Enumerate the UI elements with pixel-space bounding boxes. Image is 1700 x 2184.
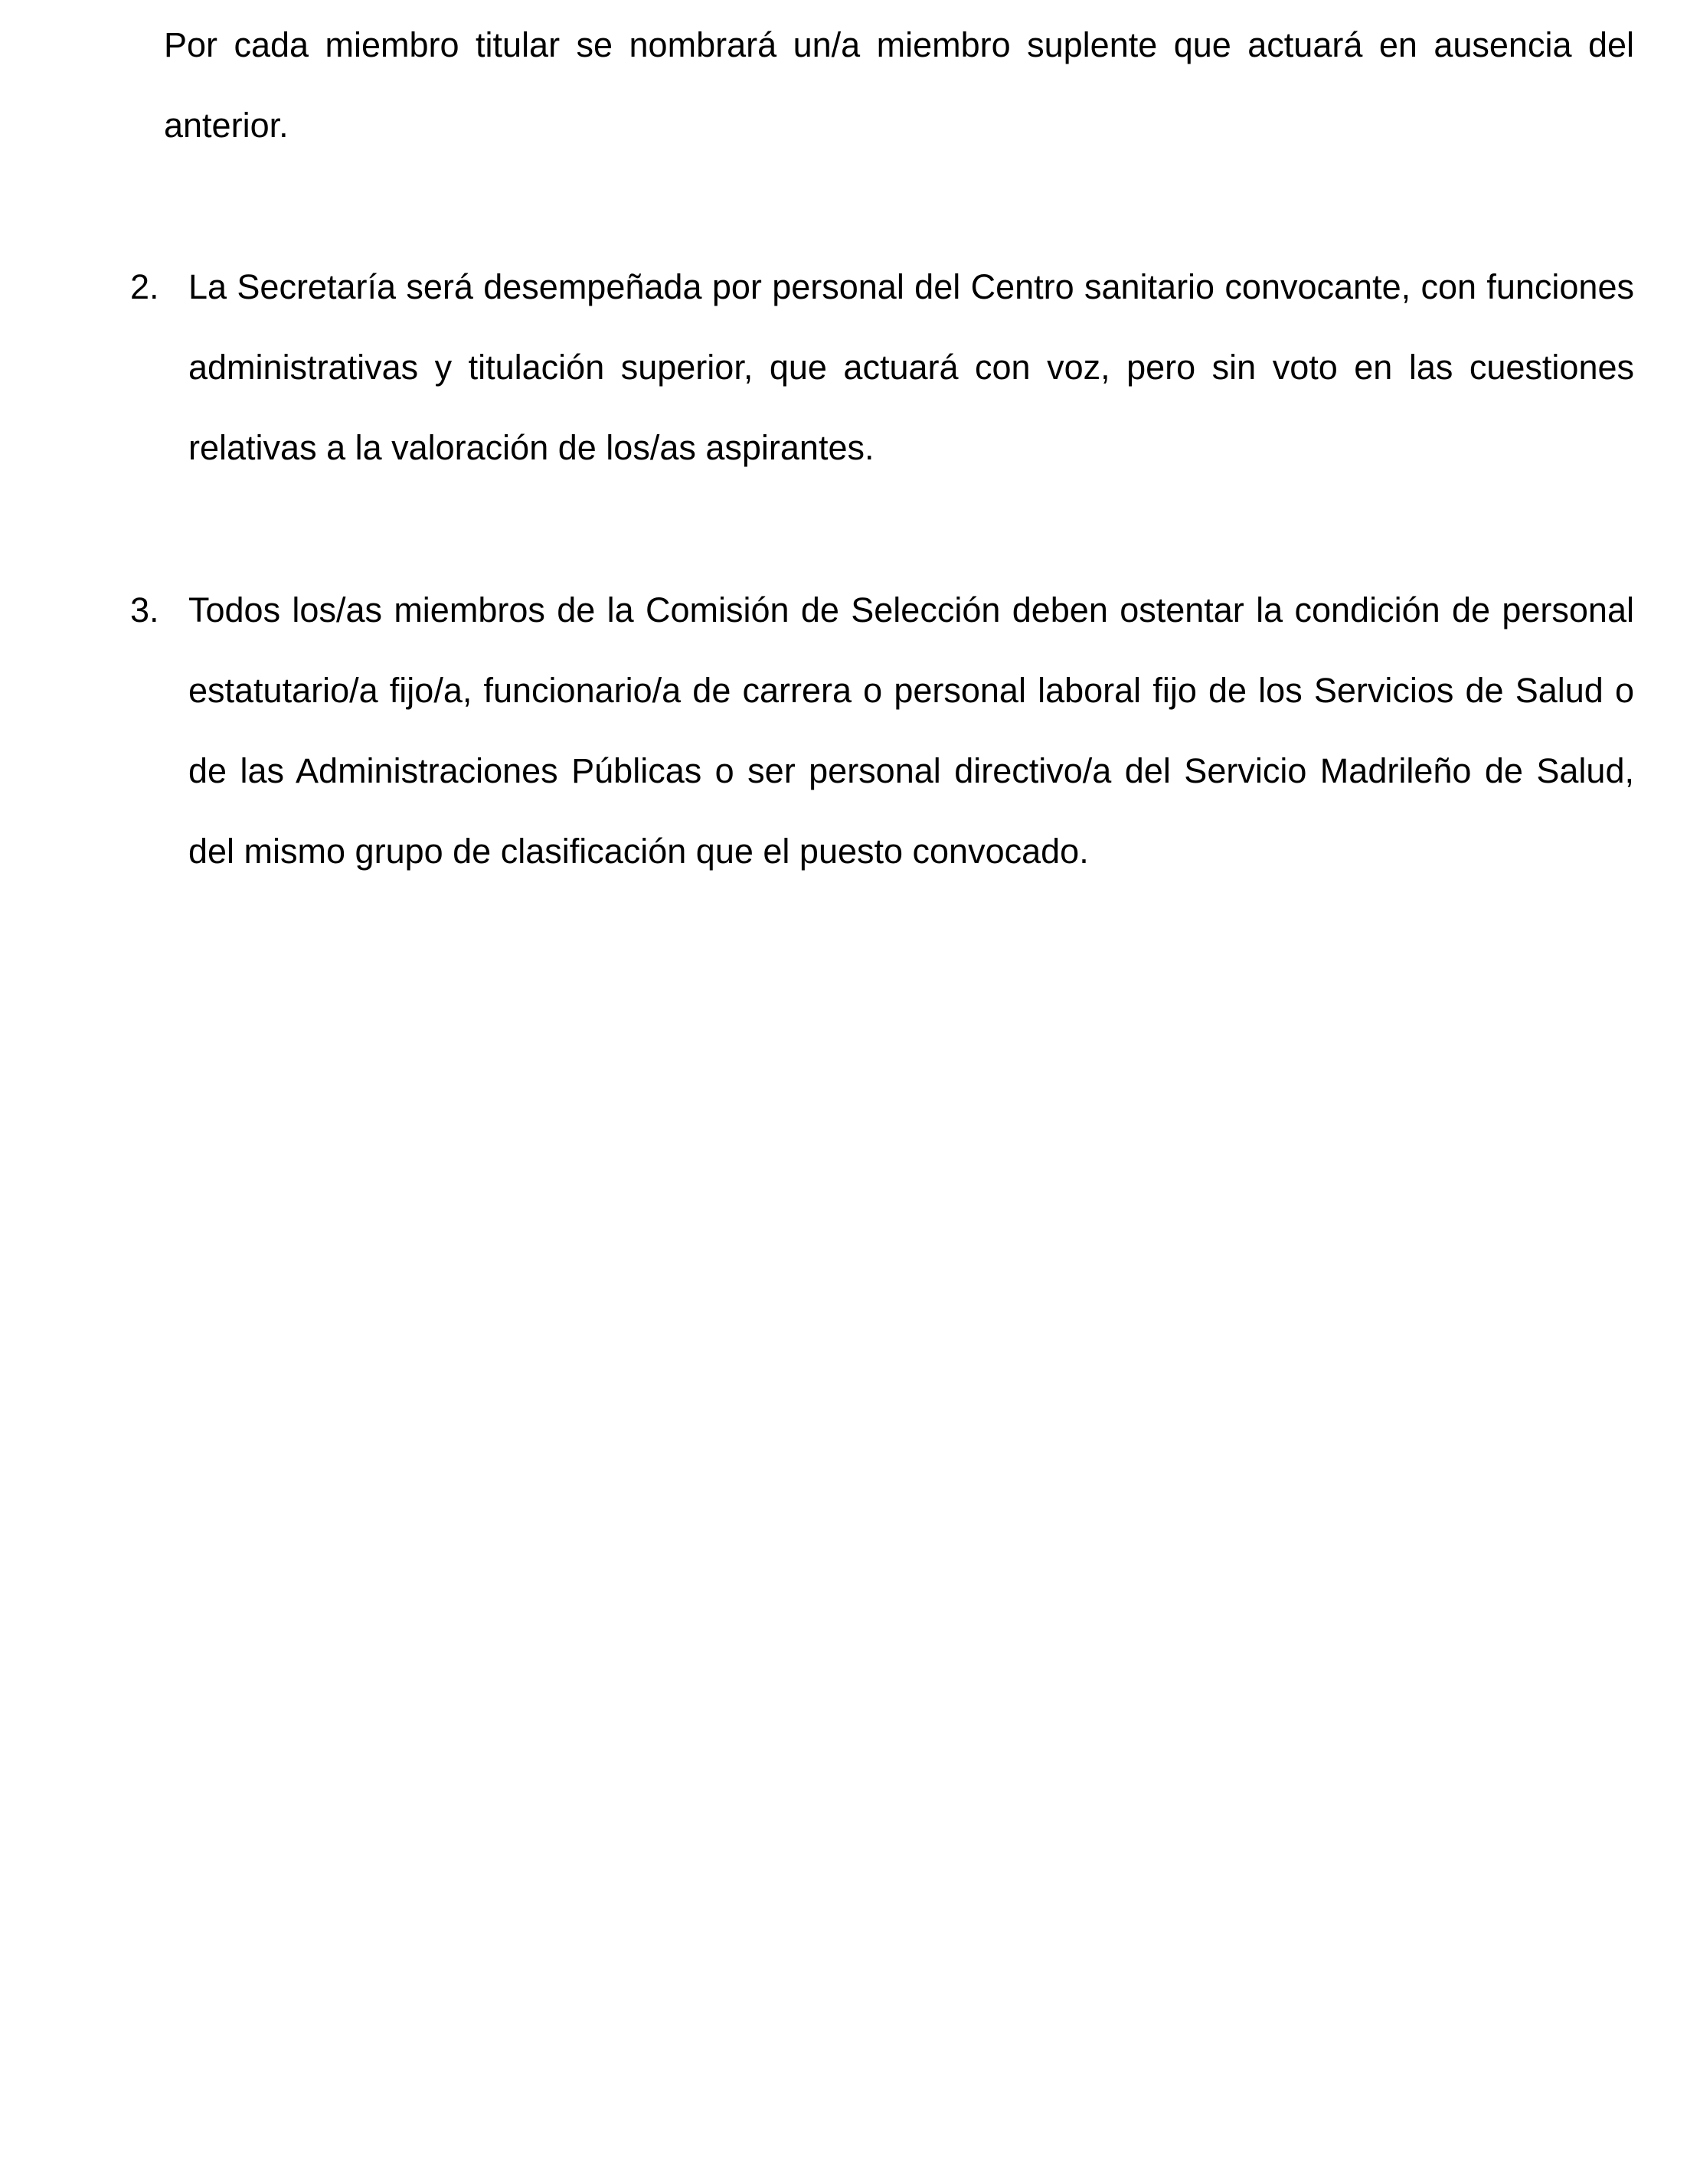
- list-item: [130, 247, 1634, 488]
- list-item-number: 2.: [130, 267, 159, 306]
- list-item-number: 3.: [130, 590, 159, 629]
- intro-paragraph: Por cada miembro titular se nombrará un/a miembro suplente que actuará en ausencia del anterior.: [164, 25, 1634, 145]
- list-item: [130, 570, 1634, 891]
- list-item-text: Todos los/as miembros de la Comisión de Selección deben ostentar la condición de personal estatutario/a fijo/a, funcionario/a de carrera o personal laboral fijo de los Servicios de Salud o de las Administraciones Públicas o ser personal directivo/a del Servicio Madrileño de Salud, del mismo grupo de clasificación que el puesto convocado.: [188, 590, 1634, 871]
- list-item-text: La Secretaría será desempeñada por personal del Centro sanitario convocante, con funciones administrativas y titulación superior, que actuará con voz, pero sin voto en las cuestiones relativas a la valoración de los/as aspirantes.: [188, 267, 1634, 467]
